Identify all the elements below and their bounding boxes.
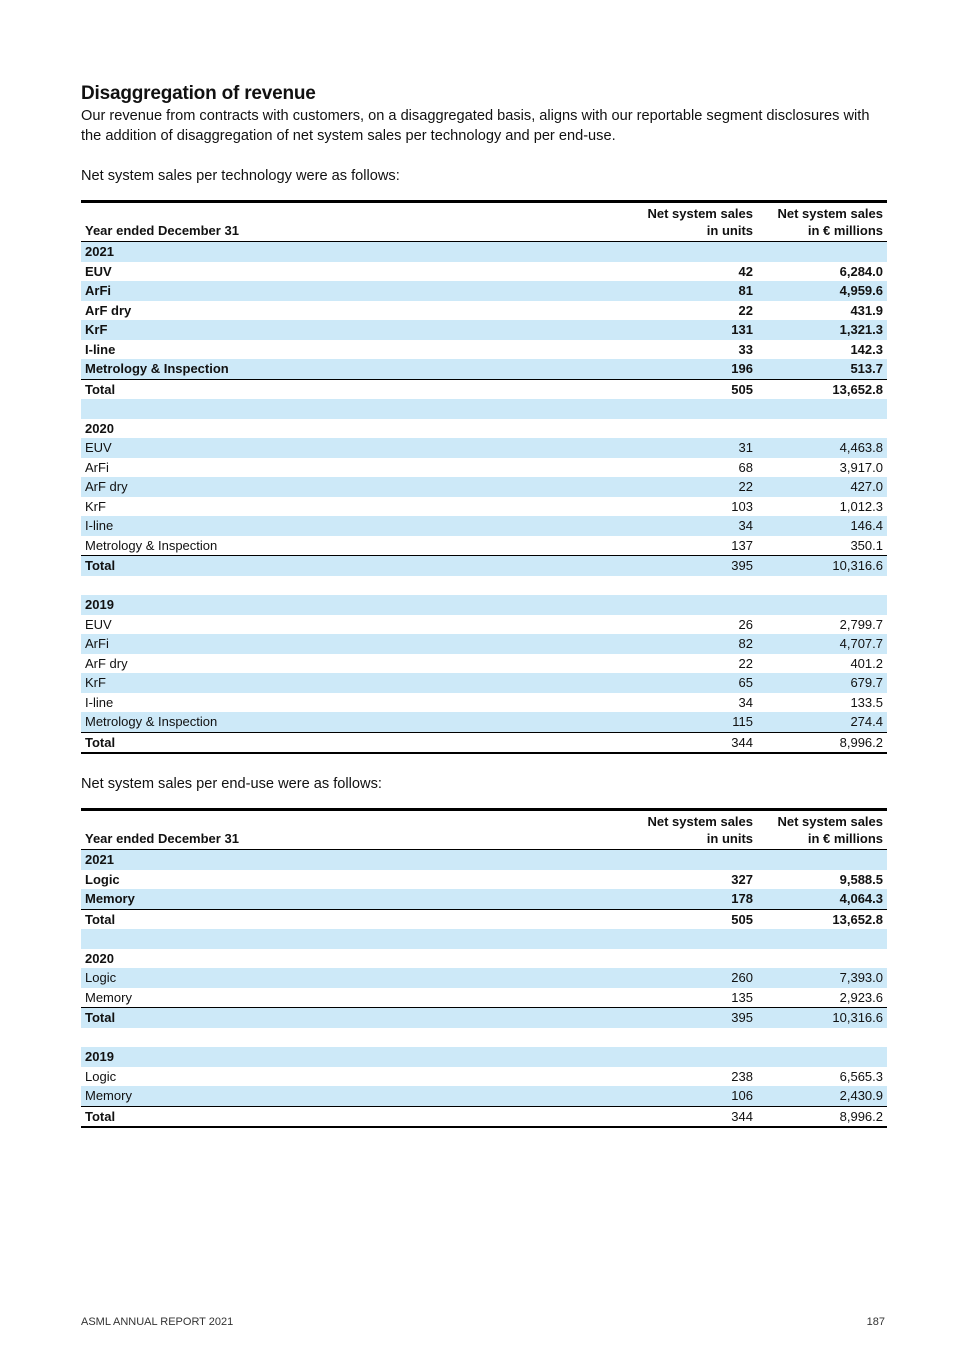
- cell-value: [633, 1047, 757, 1067]
- cell-value: [633, 949, 757, 969]
- cell-value: 9,588.5: [839, 871, 883, 887]
- row-label: 2020: [85, 950, 114, 966]
- row-label: ArFi: [85, 459, 109, 475]
- total-row: [81, 909, 887, 929]
- cell-value: 401.2: [850, 655, 883, 671]
- row-label: Total: [81, 1106, 633, 1127]
- row-label: Total: [81, 556, 633, 576]
- table-row: [81, 340, 887, 360]
- table-row: [81, 281, 887, 301]
- column-header: Net system sales in € millions: [757, 810, 887, 850]
- cell-value: [757, 850, 887, 870]
- cell-value: 10,316.6: [757, 556, 887, 576]
- cell-value: [633, 595, 757, 615]
- table-row: [81, 693, 887, 713]
- row-label: KrF: [85, 498, 106, 514]
- cell-value: 115: [633, 712, 757, 732]
- cell-value: 103: [731, 498, 753, 514]
- cell-value: 31: [633, 438, 757, 458]
- table-row: [81, 536, 887, 556]
- cell-value: [633, 576, 757, 596]
- cell-value: [757, 242, 887, 262]
- cell-value: 142.3: [850, 341, 883, 357]
- cell-value: 7,393.0: [757, 968, 887, 988]
- row-label: I-line: [85, 694, 114, 710]
- cell-value: 131: [633, 320, 757, 340]
- year-row: [81, 595, 887, 615]
- cell-value: [757, 949, 887, 969]
- cell-value: [757, 1028, 887, 1048]
- total-row: [81, 1106, 887, 1127]
- total-row: [81, 556, 887, 576]
- cell-value: [757, 595, 887, 615]
- cell-value: [757, 419, 887, 439]
- column-header: Net system sales in units: [633, 202, 757, 242]
- cell-value: 344: [633, 1106, 757, 1127]
- cell-value: 13,652.8: [757, 379, 887, 399]
- header-row: [81, 202, 887, 242]
- cell-value: 135: [731, 989, 753, 1005]
- cell-value: 431.9: [850, 302, 883, 318]
- row-label: Logic: [85, 1068, 117, 1084]
- table-row: [81, 497, 887, 517]
- cell-value: 22: [633, 477, 757, 497]
- row-label: Logic: [81, 968, 633, 988]
- cell-value: 2,923.6: [839, 989, 883, 1005]
- cell-value: [633, 419, 757, 439]
- cell-value: 2,430.9: [757, 1086, 887, 1106]
- table-row: [81, 1086, 887, 1106]
- spacer-row: [81, 1028, 887, 1048]
- row-label: 2021: [81, 242, 633, 262]
- cell-value: 3,917.0: [839, 459, 883, 475]
- cell-value: 106: [633, 1086, 757, 1106]
- table-row: [81, 654, 887, 674]
- row-label: 2019: [81, 1047, 633, 1067]
- row-label: ArF dry: [81, 477, 633, 497]
- table-row: [81, 988, 887, 1008]
- row-label: Metrology & Inspection: [85, 537, 218, 553]
- row-label: KrF: [81, 320, 633, 340]
- cell-value: 178: [633, 889, 757, 909]
- row-label: Memory: [81, 889, 633, 909]
- cell-value: 82: [633, 634, 757, 654]
- cell-value: [757, 576, 887, 596]
- row-label: Metrology & Inspection: [81, 359, 633, 379]
- row-label: [81, 399, 633, 419]
- row-label: ArF dry: [85, 655, 128, 671]
- table-body: [81, 850, 887, 1128]
- cell-value: 350.1: [850, 537, 883, 553]
- row-label: EUV: [85, 616, 112, 632]
- row-label: I-line: [85, 341, 116, 357]
- row-label: Metrology & Inspection: [81, 712, 633, 732]
- cell-value: 81: [633, 281, 757, 301]
- page-number: 187: [866, 1316, 885, 1328]
- row-label: [81, 576, 633, 596]
- table-row: [81, 712, 887, 732]
- cell-value: [757, 399, 887, 419]
- technology-sales-table: [81, 200, 887, 754]
- row-label: 2019: [81, 595, 633, 615]
- row-label: Total: [81, 732, 633, 753]
- cell-value: 34: [633, 516, 757, 536]
- cell-value: [633, 850, 757, 870]
- row-label: [81, 929, 633, 949]
- section-title: Disaggregation of revenue: [81, 83, 316, 104]
- total-row: [81, 1008, 887, 1028]
- row-label: Logic: [85, 871, 120, 887]
- cell-value: 260: [633, 968, 757, 988]
- row-label: Total: [81, 1008, 633, 1028]
- cell-value: 505: [633, 379, 757, 399]
- cell-value: 4,463.8: [757, 438, 887, 458]
- row-label: Total: [81, 909, 633, 929]
- cell-value: [633, 242, 757, 262]
- year-row: [81, 850, 887, 870]
- table-row: [81, 438, 887, 458]
- table-row: [81, 673, 887, 693]
- cell-value: 26: [738, 616, 753, 632]
- cell-value: 327: [731, 871, 753, 887]
- column-header: Year ended December 31: [81, 810, 633, 850]
- row-label: EUV: [85, 263, 112, 279]
- spacer-row: [81, 576, 887, 596]
- cell-value: 133.5: [850, 694, 883, 710]
- cell-value: 679.7: [757, 673, 887, 693]
- cell-value: [757, 929, 887, 949]
- cell-value: [633, 929, 757, 949]
- cell-value: 196: [633, 359, 757, 379]
- cell-value: 137: [731, 537, 753, 553]
- cell-value: 427.0: [757, 477, 887, 497]
- cell-value: 274.4: [757, 712, 887, 732]
- cell-value: 34: [738, 694, 753, 710]
- cell-value: 13,652.8: [757, 909, 887, 929]
- row-label: 2021: [81, 850, 633, 870]
- row-label: ArFi: [81, 634, 633, 654]
- cell-value: 4,064.3: [757, 889, 887, 909]
- header-row: [81, 810, 887, 850]
- table-row: [81, 968, 887, 988]
- cell-value: 1,321.3: [757, 320, 887, 340]
- cell-value: 344: [633, 732, 757, 753]
- row-label: ArFi: [81, 281, 633, 301]
- row-label: Memory: [81, 1086, 633, 1106]
- table-row: [81, 458, 887, 478]
- row-label: I-line: [81, 516, 633, 536]
- year-row: [81, 949, 887, 969]
- row-label: KrF: [81, 673, 633, 693]
- table-row: [81, 615, 887, 635]
- spacer-row: [81, 929, 887, 949]
- cell-value: 68: [738, 459, 753, 475]
- footer-report-name: ASML ANNUAL REPORT 2021: [81, 1316, 234, 1328]
- row-label: Memory: [85, 989, 132, 1005]
- table-row: [81, 477, 887, 497]
- cell-value: 238: [731, 1068, 753, 1084]
- column-header: Net system sales in units: [633, 810, 757, 850]
- table-row: [81, 1067, 887, 1087]
- table-row: [81, 516, 887, 536]
- cell-value: 505: [633, 909, 757, 929]
- technology-table-lead: Net system sales per technology were as follows:: [81, 168, 400, 184]
- cell-value: [633, 1028, 757, 1048]
- cell-value: 22: [738, 302, 753, 318]
- table-row: [81, 634, 887, 654]
- table-header: [81, 202, 887, 242]
- cell-value: 4,707.7: [757, 634, 887, 654]
- table-row: [81, 301, 887, 321]
- cell-value: [633, 399, 757, 419]
- end-use-table-lead: Net system sales per end-use were as follows:: [81, 776, 382, 792]
- cell-value: 8,996.2: [757, 1106, 887, 1127]
- row-label: EUV: [81, 438, 633, 458]
- table-row: [81, 889, 887, 909]
- table-row: [81, 262, 887, 282]
- row-label: Total: [81, 379, 633, 399]
- cell-value: 22: [738, 655, 753, 671]
- cell-value: 65: [633, 673, 757, 693]
- year-row: [81, 419, 887, 439]
- cell-value: 395: [633, 556, 757, 576]
- table-row: [81, 870, 887, 890]
- row-label: ArF dry: [85, 302, 132, 318]
- column-header: Net system sales in € millions: [757, 202, 887, 242]
- table-header: [81, 810, 887, 850]
- column-header: Year ended December 31: [81, 202, 633, 242]
- total-row: [81, 732, 887, 753]
- cell-value: 10,316.6: [757, 1008, 887, 1028]
- table-row: [81, 359, 887, 379]
- cell-value: 33: [738, 341, 753, 357]
- cell-value: 1,012.3: [839, 498, 883, 514]
- year-row: [81, 1047, 887, 1067]
- cell-value: 4,959.6: [757, 281, 887, 301]
- cell-value: 6,284.0: [839, 263, 883, 279]
- year-row: [81, 242, 887, 262]
- row-label: 2020: [85, 420, 114, 436]
- table-row: [81, 320, 887, 340]
- cell-value: 395: [633, 1008, 757, 1028]
- cell-value: 42: [738, 263, 753, 279]
- row-label: [81, 1028, 633, 1048]
- spacer-row: [81, 399, 887, 419]
- intro-paragraph: Our revenue from contracts with customers, on a disaggregated basis, aligns with our reportable segment disclosures with the addition of disaggregation of net system sales per technology and per end-use.: [81, 108, 870, 144]
- table-body: [81, 242, 887, 754]
- cell-value: 6,565.3: [839, 1068, 883, 1084]
- cell-value: 8,996.2: [757, 732, 887, 753]
- cell-value: [757, 1047, 887, 1067]
- total-row: [81, 379, 887, 399]
- cell-value: 2,799.7: [839, 616, 883, 632]
- end-use-sales-table: [81, 808, 887, 1128]
- cell-value: 513.7: [757, 359, 887, 379]
- cell-value: 146.4: [757, 516, 887, 536]
